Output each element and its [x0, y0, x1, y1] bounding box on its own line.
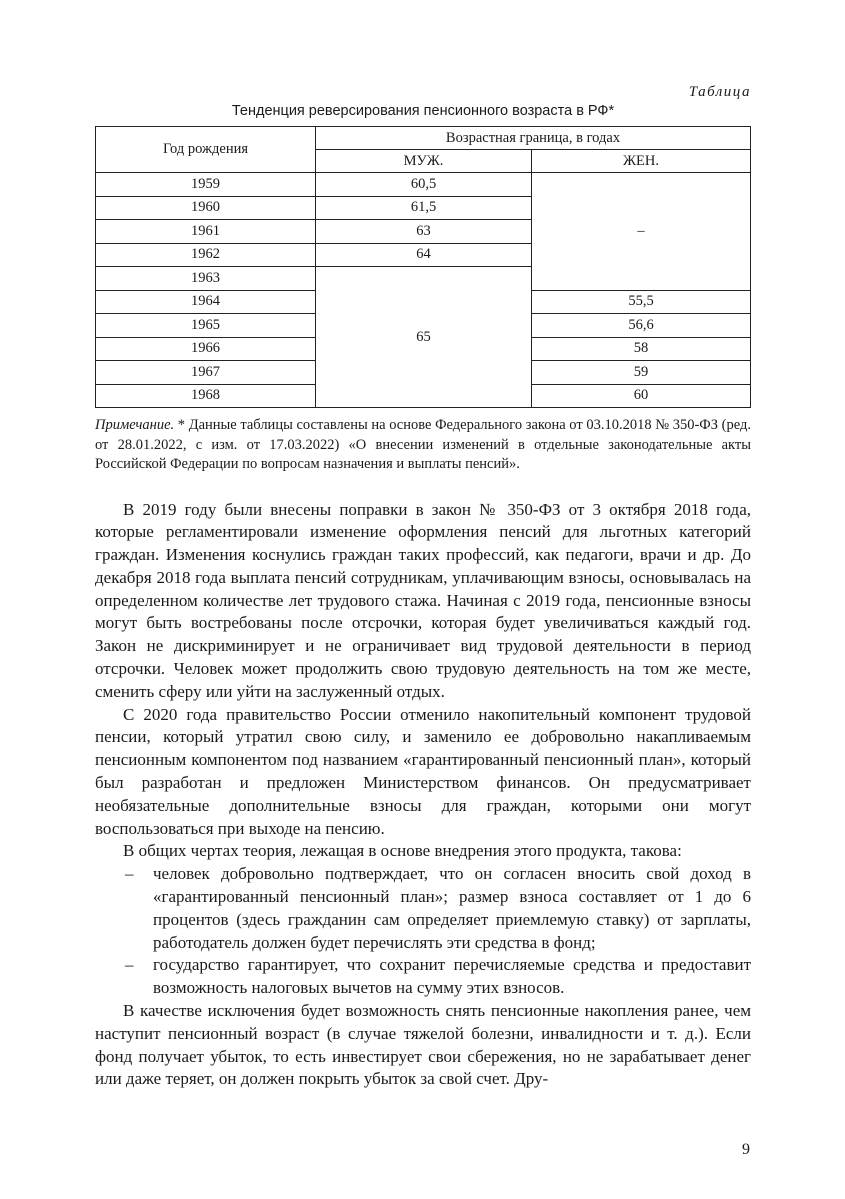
cell-women: 60 — [532, 384, 751, 408]
dash-bullet: – — [125, 955, 134, 975]
cell-year: 1968 — [96, 384, 316, 408]
paragraph: В общих чертах теория, лежащая в основе внедрения этого продукта, такова: — [123, 841, 682, 861]
cell-year: 1960 — [96, 196, 316, 220]
list-item-text: человек добровольно подтверждает, что он согласен вносить свой доход в «гарантированный пенсионный план»; размер взноса составляет от 1 до 6 процентов (здесь гражданин сам определяет приемлемую ставку) от зарплаты, работодатель должен будет перечислять эти средства в фонд; — [153, 864, 751, 952]
header-birth-year: Год рождения — [96, 127, 316, 173]
cell-year: 1963 — [96, 267, 316, 291]
cell-year: 1962 — [96, 243, 316, 267]
paragraph: В 2019 году были внесены поправки в закон № 350-ФЗ от 3 октября 2018 года, которые регламентировали изменение оформления пенсий для льготных категорий граждан. Изменения коснулись граждан таких профессий, как педагоги, врачи и др. До декабря 2018 года выплата пенсий сотрудникам, уплачивающим взносы, основывалась на определенном количестве лет трудового стажа. Начиная с 2019 года, пенсионные взносы могут быть востребованы после отсрочки, которая будет увеличиваться каждый год. Закон не дискриминирует и не ограничивает вид трудовой деятельности в период отсрочки. Человек может продолжить свою трудовую деятельность на том же месте, сменить сферу или уйти на заслуженный отдых. — [95, 499, 751, 701]
list-item — [95, 954, 751, 1000]
cell-men: 61,5 — [316, 196, 532, 220]
cell-women: 58 — [532, 337, 751, 361]
table-note — [95, 416, 751, 475]
cell-women: 55,5 — [532, 290, 751, 314]
table-row — [96, 173, 751, 197]
table-header-row — [96, 127, 751, 150]
pension-age-table — [95, 126, 751, 408]
cell-women: 59 — [532, 361, 751, 385]
cell-men: 63 — [316, 220, 532, 244]
table-title: Тенденция реверсирования пенсионного возраста в РФ* — [231, 103, 615, 119]
dash-bullet: – — [125, 864, 134, 884]
header-women: ЖЕН. — [532, 150, 751, 173]
cell-year: 1966 — [96, 337, 316, 361]
cell-year: 1959 — [96, 173, 316, 197]
header-age-limit: Возрастная граница, в годах — [316, 127, 751, 150]
cell-men-merged: 65 — [316, 267, 532, 408]
header-men: МУЖ. — [316, 150, 532, 173]
table-label: Таблица — [688, 84, 751, 100]
note-label: Примечание. — [95, 417, 175, 433]
bullet-list — [95, 863, 751, 1000]
note-text: * Данные таблицы составлены на основе Федерального закона от 03.10.2018 № 350-ФЗ (ред. от 28.01.2022, с изм. от 17.03.2022) «О внесении изменений в отдельные законодательные акты Российской Федерации по вопросам назначения и выплаты пенсий». — [95, 417, 751, 472]
cell-men: 64 — [316, 243, 532, 267]
cell-women-merged: – — [532, 173, 751, 291]
paragraph: С 2020 года правительство России отменило накопительный компонент трудовой пенсии, который утратил свою силу, и заменило ее добровольно накапливаемым пенсионным компонентом под названием «гарантированный пенсионный план», который был разработан и предложен Министерством финансов. Он предусматривает необязательные дополнительные взносы для граждан, которыми они могут воспользоваться при выходе на пенсию. — [95, 704, 751, 838]
cell-men: 60,5 — [316, 173, 532, 197]
cell-women: 56,6 — [532, 314, 751, 338]
cell-year: 1967 — [96, 361, 316, 385]
page-number: 9 — [742, 1141, 750, 1158]
body-text — [95, 499, 751, 1092]
list-item-text: государство гарантирует, что сохранит перечисляемые средства и предоставит возможность налоговых вычетов на сумму этих взносов. — [153, 955, 751, 998]
cell-year: 1965 — [96, 314, 316, 338]
cell-year: 1961 — [96, 220, 316, 244]
page-content — [95, 84, 751, 1091]
cell-year: 1964 — [96, 290, 316, 314]
list-item — [95, 863, 751, 954]
paragraph: В качестве исключения будет возможность снять пенсионные накопления ранее, чем наступит пенсионный возраст (в случае тяжелой болезни, инвалидности и т. д.). Если фонд получает убыток, то есть инвестирует свои сбережения, но не зарабатывает денег или даже теряет, он должен покрыть убыток за свой счет. Дру- — [95, 1001, 751, 1089]
